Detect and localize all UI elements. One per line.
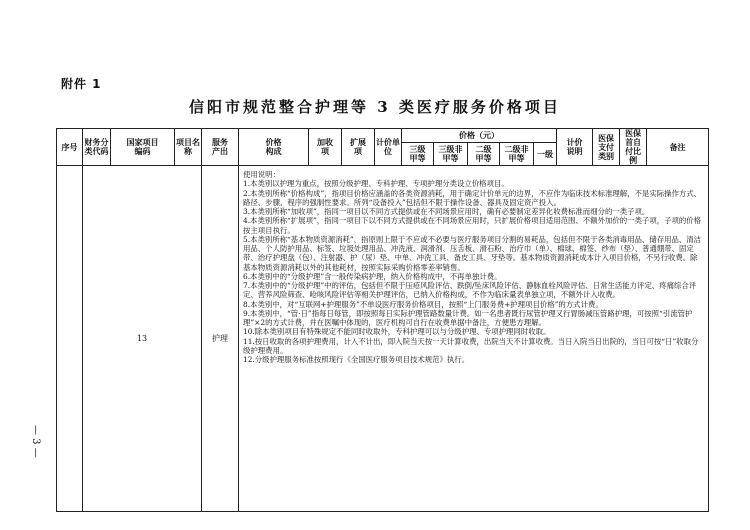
notes-paragraph: 6.本类别中的“分级护理”含一般传染病护理，纳入价格构成中，不再单独计费。 — [243, 271, 502, 281]
price-table — [56, 128, 709, 512]
notes-paragraph: 5.本类别所称“基本物质资源消耗”，指原则上限于不应或不必要与医疗服务项目分割的易耗品，包括但不限于各类消毒用品、储存用品、清洁用品、个人防护用品、标签、垃圾处理用品、冲洗液、润滑剂、压舌板、滑石粉、治疗巾（单）、棉球、棉签、纱布（垫）、普通绷带、固定带、治疗护理盘（包）、注射器、护（尿）垫、中单、冲洗工具、备皮工具、牙垫等。基本物质资源消耗成本计入项目价格，不另行收费。除基本物质资源消耗以外的其他耗材，按照实际采购价格零差率销售。 — [243, 234, 702, 272]
attachment-label: 附件 1 — [61, 77, 102, 91]
header-tier-3: 二级甲等 — [468, 143, 500, 166]
header-tier-4: 二级非甲等 — [500, 143, 534, 166]
notes-paragraph: 7.本类别中的“分级护理”中的评估，包括但不限于压疮风险评估、跌倒/坠床风险评估、静脉血栓风险评估、日常生活能力评定、疼痛综合评定、营养风险筛查、呛咳风险评估等相关护理评估，已纳入价格构成，不作为临床量表单独立项，不额外计入收费。 — [243, 281, 697, 300]
notes-paragraph: 3.本类别所称“加收项”，指同一项目以不同方式提供或在不同场景应用时，确有必要制定差异化收费标准而细分的一类子项。 — [243, 207, 650, 216]
document-title: 信阳市规范整合护理等 3 类医疗服务价格项目 — [189, 98, 561, 116]
header-national-code: 国家项目编码 — [111, 129, 175, 166]
header-unit: 计价单位 — [375, 129, 402, 166]
header-add-on: 加收项 — [309, 129, 342, 166]
header-pricing-note: 计价说明 — [557, 129, 593, 166]
cell-seq — [57, 166, 83, 512]
header-insurance-category: 医保支付类别 — [593, 129, 620, 166]
notes-paragraph: 10.除本类别项目有特殊规定不能同时收取外，专科护理可以与分级护理、专项护理同时收取。 — [243, 327, 551, 337]
cell-item-name: 护理 — [202, 166, 239, 512]
notes-paragraph: 9.本类别中，“管·日”指每日每管，即按照每日实际护理管路数量计费。如一名患者既行尿管护理又行胃肠减压管路护理，可按照“引流管护理”×2的方式计费，并在医嘱中体现的，医疗机构可自行在收费单据中备注，方便患方理解。 — [243, 308, 693, 327]
header-self-pay-ratio: 医保首自付比例 — [620, 129, 647, 166]
notes-paragraph: 2.本类别所称“价格构成”，指项目价格应涵盖的各类资源消耗，用于确定计价单元的边界，不应作为临床技术标准理解，不是实际操作方式、路径、步骤、程序的强制性要求。所列“设备投入”包括但不限于操作设备、器具及固定资产投入。 — [243, 188, 702, 207]
header-tier-2: 三级非甲等 — [434, 143, 468, 166]
header-service-output: 服务产出 — [202, 129, 239, 166]
header-finance-code: 财务分类代码 — [83, 129, 111, 166]
usage-notes — [239, 166, 709, 512]
header-seq: 序号 — [57, 129, 83, 166]
notes-paragraph: 11.按日收取的各项护理费用，计入不计出，即入院当天按一天计算收费，出院当天不计算收费。当日入院当日出院的，当日可按“日”收取分级护理费用。 — [243, 336, 699, 355]
header-tier-5: 一级 — [534, 143, 557, 166]
notes-paragraph: 12.分级护理服务标准按照现行《全国医疗服务项目技术规范》执行。 — [243, 355, 470, 364]
table-row — [57, 166, 709, 512]
notes-heading: 使用说明： — [243, 170, 280, 179]
notes-paragraph: 1.本类别以护理为重点，按照分级护理、专科护理、专项护理分类设立价格项目。 — [243, 179, 509, 189]
header-extension: 扩展项 — [342, 129, 375, 166]
header-remarks: 备注 — [647, 129, 709, 166]
header-price-group: 价格（元） — [402, 129, 557, 143]
cell-finance-code: 13 — [83, 166, 202, 512]
notes-paragraph: 4.本类别所称“扩展项”，指同一项目下以不同方式提供或在不同场景应用时，只扩展价格项目适用范围、不额外加价的一类子项，子项的价格按主项目执行。 — [243, 216, 702, 235]
notes-paragraph: 8.本类别中，对“互联网+护理服务”不单设医疗服务价格项目，按照“上门服务费+护理项目价格”的方式计费。 — [243, 299, 603, 309]
header-item-name: 项目名称 — [175, 129, 202, 166]
header-tier-1: 三级甲等 — [402, 143, 434, 166]
page-number: — 3 — — [30, 425, 41, 458]
header-price-composition: 价格构成 — [239, 129, 309, 166]
